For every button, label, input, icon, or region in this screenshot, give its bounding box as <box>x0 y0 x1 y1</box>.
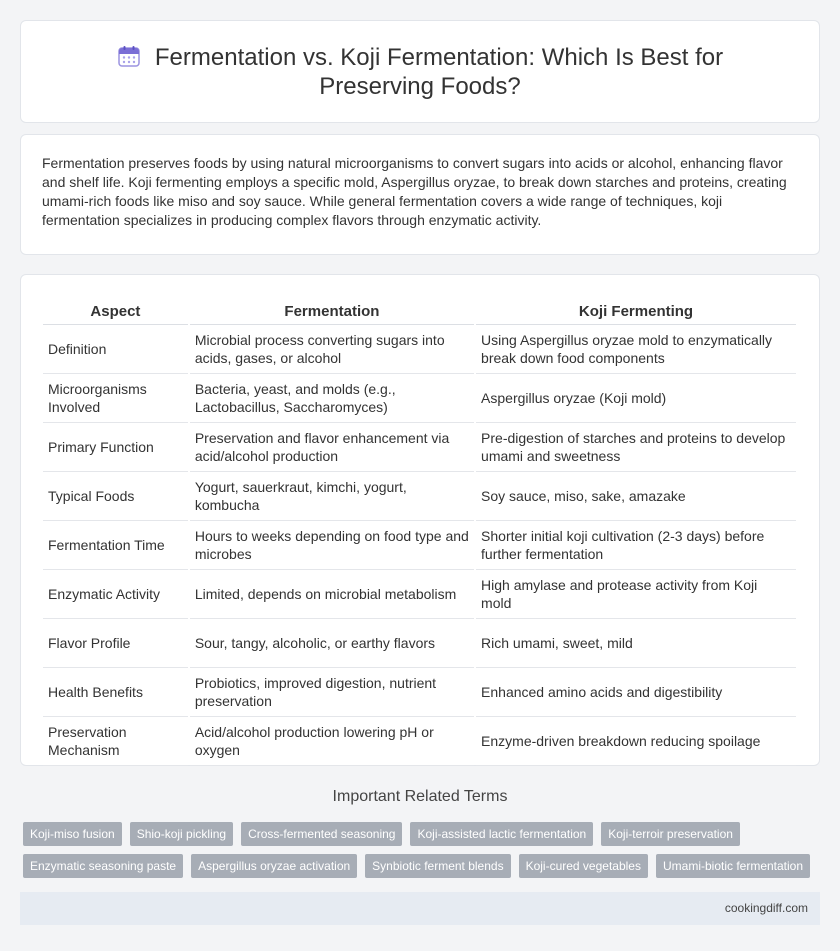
aspect-cell: Primary Function <box>43 423 188 472</box>
related-term-tag[interactable]: Synbiotic ferment blends <box>365 854 510 878</box>
aspect-cell: Flavor Profile <box>43 619 188 668</box>
fermentation-cell: Sour, tangy, alcoholic, or earthy flavors <box>190 619 474 668</box>
table-row <box>43 423 796 472</box>
related-term-tag[interactable]: Koji-assisted lactic fermentation <box>410 822 593 846</box>
aspect-cell: Fermentation Time <box>43 521 188 570</box>
koji-cell: Shorter initial koji cultivation (2-3 days) before further fermentation <box>476 521 796 570</box>
related-term-tag[interactable]: Koji-cured vegetables <box>519 854 648 878</box>
table-row <box>43 472 796 521</box>
fermentation-cell: Yogurt, sauerkraut, kimchi, yogurt, kombucha <box>190 472 474 521</box>
fermentation-cell: Limited, depends on microbial metabolism <box>190 570 474 619</box>
related-term-tag[interactable]: Aspergillus oryzae activation <box>191 854 357 878</box>
table-row <box>43 374 796 423</box>
koji-cell: Aspergillus oryzae (Koji mold) <box>476 374 796 423</box>
fermentation-cell: Acid/alcohol production lowering pH or oxygen <box>190 717 474 766</box>
related-term-tag[interactable]: Umami-biotic fermentation <box>656 854 810 878</box>
koji-cell: Enzyme-driven breakdown reducing spoilage <box>476 717 796 766</box>
table-row <box>43 717 796 766</box>
related-terms-heading: Important Related Terms <box>332 788 508 805</box>
footer-site-link[interactable]: cookingdiff.com <box>724 901 808 915</box>
related-term-tag[interactable]: Koji-miso fusion <box>23 822 122 846</box>
table-header-row <box>43 296 796 325</box>
header-aspect: Aspect <box>43 296 188 325</box>
intro-paragraph: Fermentation preserves foods by using natural microorganisms to convert sugars into acids or alcohol, enhancing flavor and shelf life. Koji fermenting employs a specific mold, Aspergillus oryzae, to break down starches and proteins, creating umami-rich foods like miso and soy sauce. While general fermentation covers a wide range of techniques, koji fermentation specializes in producing complex flavors through enzymatic activity. <box>42 155 787 228</box>
koji-cell: Enhanced amino acids and digestibility <box>476 668 796 717</box>
comparison-table <box>41 296 798 766</box>
aspect-cell: Definition <box>43 325 188 374</box>
related-term-tag[interactable]: Enzymatic seasoning paste <box>23 854 183 878</box>
intro-card <box>20 134 820 255</box>
calendar-icon <box>117 44 141 68</box>
aspect-cell: Enzymatic Activity <box>43 570 188 619</box>
table-row <box>43 619 796 668</box>
related-terms-list <box>23 822 820 878</box>
koji-cell: High amylase and protease activity from Koji mold <box>476 570 796 619</box>
koji-cell: Rich umami, sweet, mild <box>476 619 796 668</box>
fermentation-cell: Bacteria, yeast, and molds (e.g., Lactobacillus, Saccharomyces) <box>190 374 474 423</box>
aspect-cell: Microorganisms Involved <box>43 374 188 423</box>
fermentation-cell: Probiotics, improved digestion, nutrient preservation <box>190 668 474 717</box>
related-term-tag[interactable]: Koji-terroir preservation <box>601 822 740 846</box>
related-term-tag[interactable]: Shio-koji pickling <box>130 822 233 846</box>
fermentation-cell: Hours to weeks depending on food type and microbes <box>190 521 474 570</box>
table-row <box>43 521 796 570</box>
page-title-text: Fermentation vs. Koji Fermentation: Which Is Best for Preserving Foods? <box>154 43 724 100</box>
related-term-tag[interactable]: Cross-fermented seasoning <box>241 822 402 846</box>
footer <box>20 892 820 925</box>
table-row <box>43 668 796 717</box>
koji-cell: Soy sauce, miso, sake, amazake <box>476 472 796 521</box>
koji-cell: Pre-digestion of starches and proteins to develop umami and sweetness <box>476 423 796 472</box>
page-title <box>61 43 779 101</box>
koji-cell: Using Aspergillus oryzae mold to enzymatically break down food components <box>476 325 796 374</box>
header-koji-fermenting: Koji Fermenting <box>476 296 796 325</box>
fermentation-cell: Preservation and flavor enhancement via acid/alcohol production <box>190 423 474 472</box>
table-row <box>43 570 796 619</box>
fermentation-cell: Microbial process converting sugars into acids, gases, or alcohol <box>190 325 474 374</box>
header-fermentation: Fermentation <box>190 296 474 325</box>
title-card <box>20 20 820 123</box>
aspect-cell: Health Benefits <box>43 668 188 717</box>
table-row <box>43 325 796 374</box>
aspect-cell: Preservation Mechanism <box>43 717 188 766</box>
aspect-cell: Typical Foods <box>43 472 188 521</box>
comparison-card <box>20 274 820 766</box>
